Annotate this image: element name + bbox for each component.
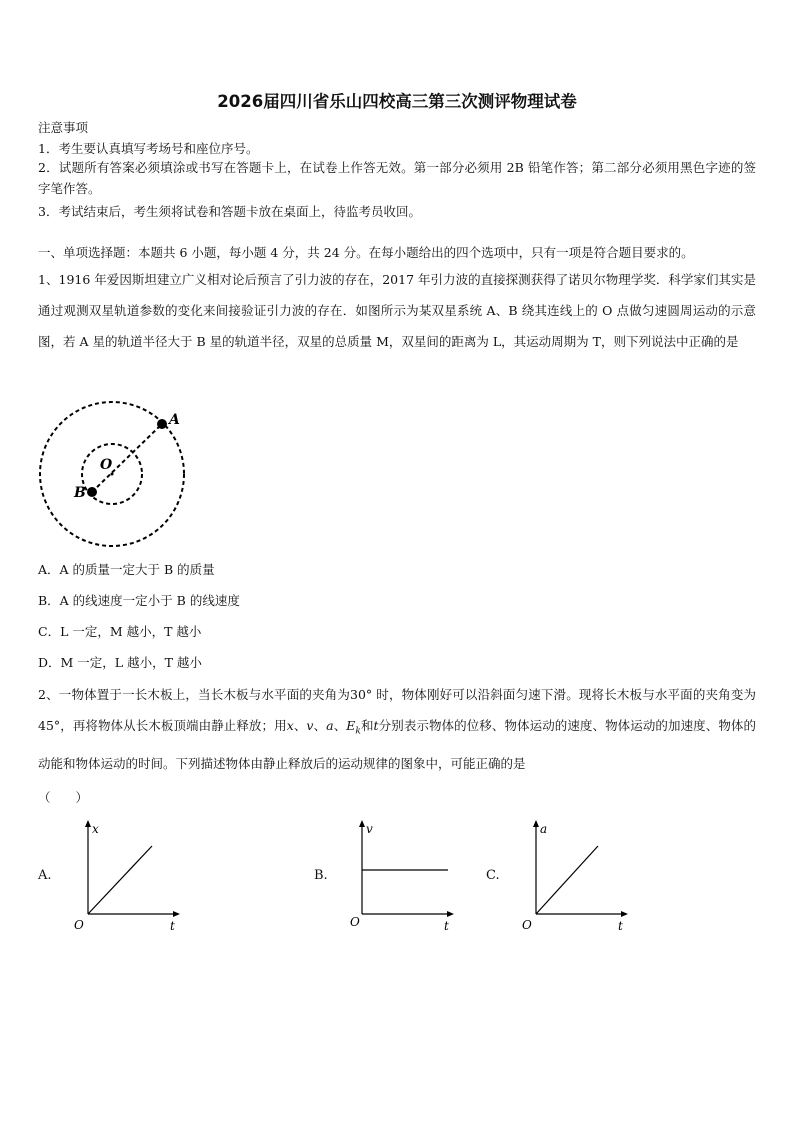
var-x: x xyxy=(286,718,294,733)
and-word: 和 xyxy=(360,718,374,733)
notice-item-1: 1．考生要认真填写考场号和座位序号。 xyxy=(38,141,259,156)
q2-stem-part2: 分别表示物体的位移、物体运动的速度、物体运动的加速度、物体的动能和物体运动的时间。下列描述物体由静止释放后的运动规律的图象中，可能正确的是 xyxy=(38,718,756,771)
section-heading: 一、单项选择题：本题共 6 小题，每小题 4 分，共 24 分。在每小题给出的四个选项中，只有一项是符合题目要求的。 xyxy=(38,245,694,260)
graph-a-line xyxy=(88,846,152,914)
binary-star-figure xyxy=(36,394,196,554)
q2-stem-part1: 2、一物体置于一长木板上，当长木板与水平面的夹角为30° 时，物体刚好可以沿斜面匀速下滑。现将长木板与水平面的夹角变为45°，再将物体从长木板顶端由静止释放；用 xyxy=(38,687,756,733)
graph-a-label: A. xyxy=(38,868,52,883)
graph-c-label: C. xyxy=(486,868,500,883)
graph-c-line xyxy=(536,846,598,914)
sep-2: 、 xyxy=(313,718,327,733)
notice-item-3: 3．考试结束后，考生须将试卷和答题卡放在桌面上，待监考员收回。 xyxy=(38,204,421,219)
label-o: O xyxy=(100,457,113,473)
graph-c-x-label: t xyxy=(618,919,623,933)
graph-a-x-label: t xyxy=(170,919,175,933)
q1-option-c: C．L 一定，M 越小，T 越小 xyxy=(38,624,202,639)
sep-3: 、 xyxy=(333,718,347,733)
sep-1: 、 xyxy=(293,718,307,733)
q1-option-b: B．A 的线速度一定小于 B 的线速度 xyxy=(38,593,240,608)
graph-c-y-label: a xyxy=(540,822,548,836)
var-t: t xyxy=(373,718,379,733)
q1-option-a: A．A 的质量一定大于 B 的质量 xyxy=(38,562,215,577)
graph-b xyxy=(344,818,464,938)
var-ek: E xyxy=(346,718,356,733)
notice-heading: 注意事项 xyxy=(38,120,89,135)
var-v: v xyxy=(306,718,314,733)
var-ek-sub: k xyxy=(355,726,361,737)
page-title: 2026届四川省乐山四校高三第三次测评物理试卷 xyxy=(217,92,577,111)
graph-a-y-label: x xyxy=(92,822,99,836)
notice-item-2: 2．试题所有答案必须填涂或书写在答题卡上，在试卷上作答无效。第一部分必须用 2B 铅笔作答；第二部分必须用黑色字迹的签字笔作答。 xyxy=(38,160,756,196)
label-a: A xyxy=(169,412,180,428)
graph-c-origin: O xyxy=(522,918,532,932)
q2-blank: （ ） xyxy=(38,790,89,805)
q1-stem: 1、1916 年爱因斯坦建立广义相对论后预言了引力波的存在，2017 年引力波的直接探测获得了诺贝尔物理学奖．科学家们其实是通过观测双星轨道参数的变化来间接验证引力波的存在．如图所示为某双星系统 A、B 绕其连线上的 O 点做匀速圆周运动的示意图，若 A 星的轨道半径大于 B 星的轨道半径，双星的总质量 M，双星间的距离为 L，其运动周期为 T，则下列说法中正确的是 xyxy=(38,272,756,349)
var-a: a xyxy=(326,718,334,733)
graph-b-y-label: v xyxy=(366,822,373,836)
star-a xyxy=(157,419,167,429)
graph-b-origin: O xyxy=(350,915,360,929)
graph-a-origin: O xyxy=(74,918,84,932)
graph-a xyxy=(70,818,190,938)
q2-stem xyxy=(38,679,756,779)
star-b xyxy=(87,487,97,497)
label-b: B xyxy=(74,485,86,501)
graph-c xyxy=(518,818,638,938)
q1-option-d: D．M 一定，L 越小，T 越小 xyxy=(38,655,202,670)
graph-b-x-label: t xyxy=(444,919,449,933)
graph-b-label: B. xyxy=(314,868,328,883)
